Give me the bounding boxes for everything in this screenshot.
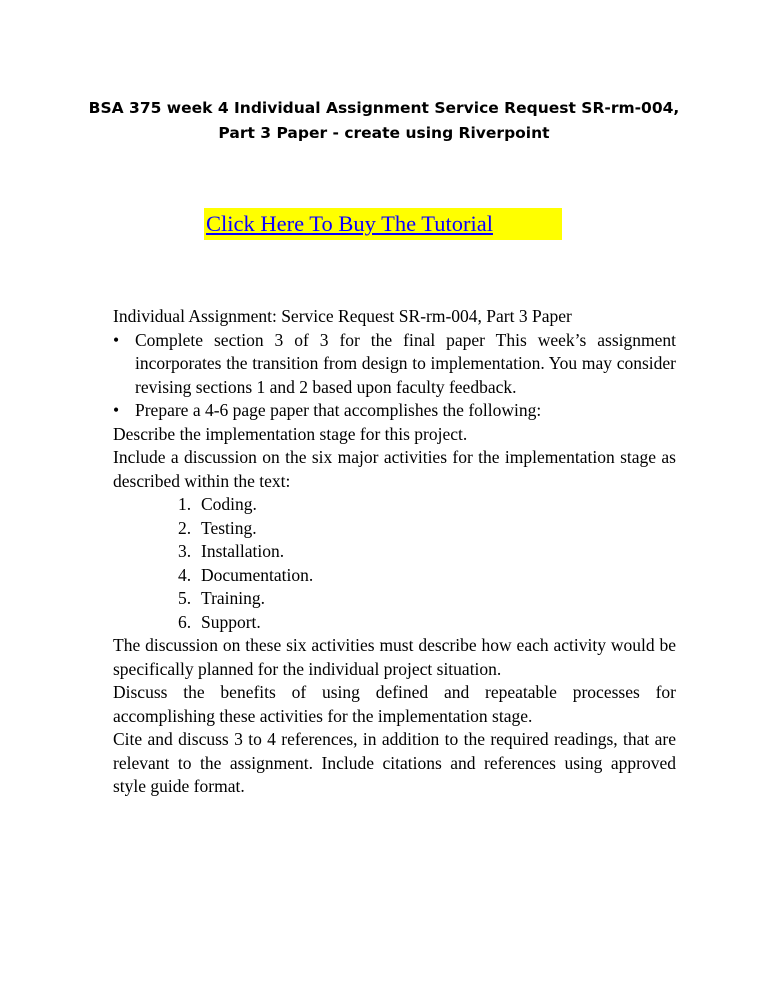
benefits-paragraph: Discuss the benefits of using defined and repeatable processes for accomplishing these activities for the implementation stage. [113,682,676,726]
list-label: Testing. [201,517,257,538]
list-item [178,493,676,517]
bullet-dot-icon: • [113,400,120,420]
describe-paragraph: Describe the implementation stage for this project. [113,423,468,444]
title-line-1: BSA 375 week 4 Individual Assignment Service Request SR-rm-004, [88,99,680,117]
buy-link-highlight [204,208,562,240]
discussion-paragraph: The discussion on these six activities must describe how each activity would be specifically planned for the individual project situation. [113,635,676,679]
list-label: Documentation. [201,564,314,585]
list-item [178,611,676,635]
list-item [178,564,676,588]
activities-list [113,493,676,634]
list-label: Coding. [201,494,257,514]
list-item [178,517,676,541]
assignment-heading: Individual Assignment: Service Request SR-rm-004, Part 3 Paper [113,306,572,326]
bullet-dot-icon: • [113,329,120,350]
bullet-text: Prepare a 4-6 page paper that accomplishes the following: [135,400,542,420]
citation-paragraph: Cite and discuss 3 to 4 references, in addition to the required readings, that are relevant to the assignment. Include citations and references using approved style guide format. [113,729,676,796]
list-label: Installation. [201,541,285,561]
list-number: 3. [178,541,192,561]
list-label: Support. [201,611,261,632]
bullet-item [113,399,676,423]
list-number: 4. [178,564,192,585]
list-number: 6. [178,611,192,632]
buy-tutorial-link[interactable]: Click Here To Buy The Tutorial [206,211,493,236]
list-item [178,587,676,611]
bullet-text: Complete section 3 of 3 for the final paper This week’s assignment incorporates the transition from design to implementation. You may consider revising sections 1 and 2 based upon faculty feedback. [135,329,676,397]
list-item [178,540,676,564]
list-number: 5. [178,588,192,608]
list-number: 2. [178,517,192,538]
list-label: Training. [201,588,266,608]
title-line-2: Part 3 Paper - create using Riverpoint [218,124,550,142]
list-number: 1. [178,494,192,514]
bullet-item [113,329,676,400]
include-paragraph: Include a discussion on the six major activities for the implementation stage as described within the text: [113,447,676,491]
document-body [113,305,676,799]
document-title [60,96,708,146]
